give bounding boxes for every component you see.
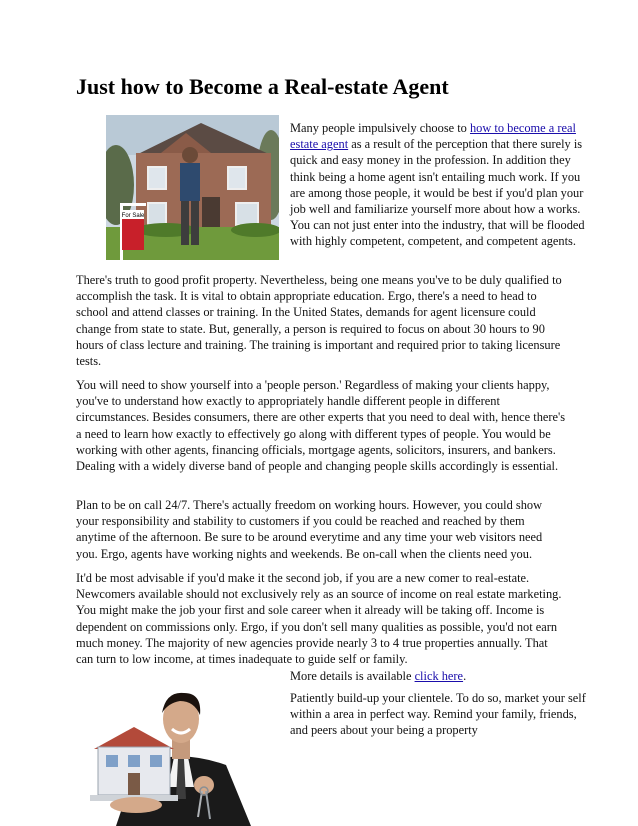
page-title: Just how to Become a Real-estate Agent xyxy=(76,74,449,99)
house-agent-image xyxy=(106,115,279,260)
click-here-link[interactable]: click here xyxy=(414,669,464,683)
more-details-period: . xyxy=(463,669,467,683)
paragraph-education: There's truth to good profit property. Nevertheless, being one means you've to be duly qualified to accomplish the task. It is vital to obtain appropriate education. Ergo, there's a need to head to school and attend classes or training. In the United States, demands for agent licensure could change from state to state. But, generally, a person is required to focus on about 30 hours to 90 hours of class lecture and training. The training is important and required prior to taking licensure tests. xyxy=(76,273,562,369)
paragraph-clientele: Patiently build-up your clientele. To do so, market your self within a area in perfect way. Remind your family, friends, and peers about your being a property xyxy=(290,691,586,738)
intro-text-before: Many people impulsively choose to xyxy=(290,121,470,135)
intro-paragraph xyxy=(290,120,590,250)
more-details-line xyxy=(290,668,590,684)
become-agent-link[interactable]: how to become a real estate agent xyxy=(290,121,576,152)
paragraph-on-call: Plan to be on call 24/7. There's actually freedom on working hours. However, you could show your responsibility and stability to customers if you could be reached and reached by them anytime of the afternoon. Be sure to be around everytime and any time your web visitors need you. Ergo, agents have working nights and weekends. Be on-call when the clients need you. xyxy=(76,498,543,561)
more-details-text: More details is available xyxy=(290,669,415,683)
paragraph-people-person: You will need to show yourself into a 'people person.' Regardless of making your clients happy, you've to understand how exactly to appropriately handle different people in different circumstances. Besides consumers, there are other experts that you need to deal with, hence there's a need to learn how exactly to effectively go along with different types of people. You would be working with other agents, financing officials, mortgage agents, solicitors, insurers, and bankers. Dealing with a widely diverse band of people and changing people skills accordingly is essential. xyxy=(76,378,566,474)
paragraph-second-job: It'd be most advisable if you'd make it the second job, if you are a new comer to real-estate. Newcomers available should not exclusively rely as an source of income on real estate marketing. You might make the job your first and sole career when it already will be taking off. Income is dependent on commissions only. Ergo, if you don't sell many qualities as possible, you'd not earn much money. The majority of new agencies provide nearly 3 to 4 true properties annually. That can turn to low income, at times inadequate to guide self or family. xyxy=(76,571,562,667)
for-sale-sign-text: For Sale xyxy=(121,213,145,219)
intro-text-after: as a result of the perception that there surely is quick and easy money in the profession. In addition they think being a home agent isn't entailing much work. If you are among those people, it would be best if you'd plan your job well and familiarize yourself more about how a works. You can not just enter into the industry, that will be flooded with highly competent, competent, and competent agents. xyxy=(290,137,585,249)
agent-with-house-model-image xyxy=(76,687,272,826)
